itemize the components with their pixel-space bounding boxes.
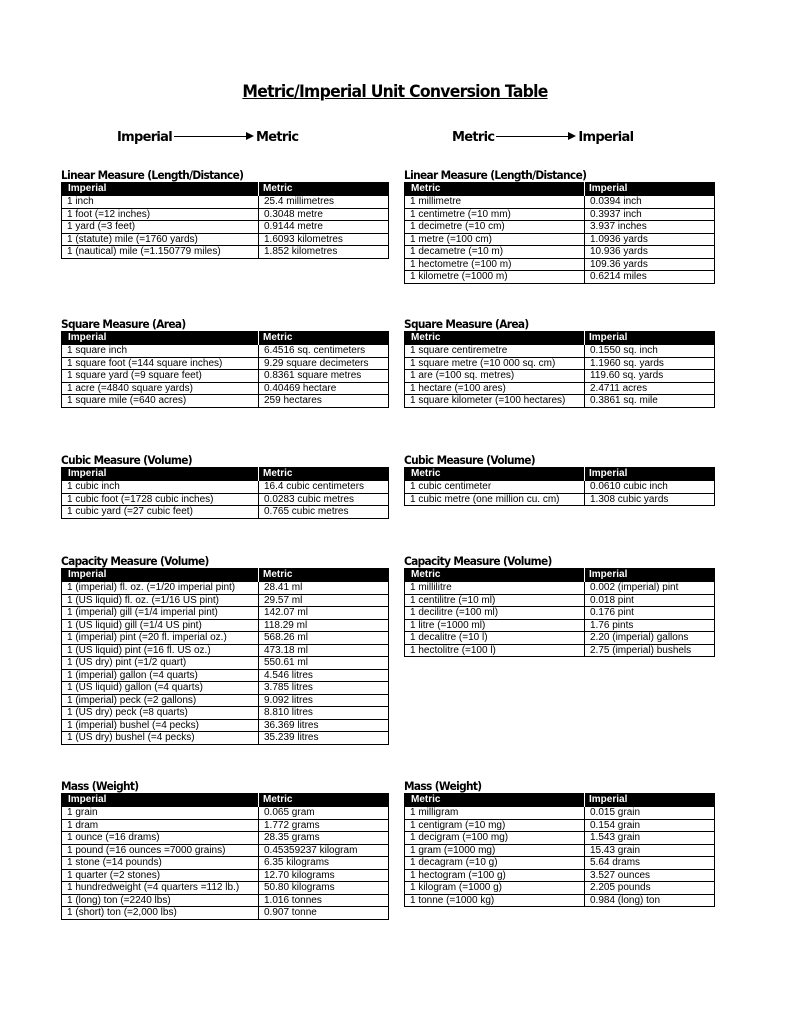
column-header-to: Metric bbox=[259, 468, 389, 481]
unit-cell: 1 are (=100 sq. metres) bbox=[405, 370, 585, 383]
equivalent-cell: 9.092 litres bbox=[259, 694, 389, 707]
table-row bbox=[62, 246, 389, 259]
unit-cell: 1 kilometre (=1000 m) bbox=[405, 271, 585, 284]
equivalent-cell: 2.205 pounds bbox=[585, 882, 715, 895]
column-header-to: Metric bbox=[259, 794, 389, 807]
table-row bbox=[405, 894, 715, 907]
unit-cell: 1 stone (=14 pounds) bbox=[62, 857, 259, 870]
unit-cell: 1 millimetre bbox=[405, 196, 585, 209]
equivalent-cell: 1.772 grams bbox=[259, 819, 389, 832]
equivalent-cell: 118.29 ml bbox=[259, 619, 389, 632]
equivalent-cell: 1.0936 yards bbox=[585, 233, 715, 246]
equivalent-cell: 550.61 ml bbox=[259, 657, 389, 670]
unit-cell: 1 foot (=12 inches) bbox=[62, 208, 259, 221]
table-row bbox=[405, 832, 715, 845]
unit-cell: 1 (imperial) pint (=20 fl. imperial oz.) bbox=[62, 632, 259, 645]
page-title: Metric/Imperial Unit Conversion Table bbox=[242, 82, 548, 102]
equivalent-cell: 1.76 pints bbox=[585, 619, 715, 632]
table-row bbox=[405, 632, 715, 645]
equivalent-cell: 0.9144 metre bbox=[259, 221, 389, 234]
direction-metric-to-imperial bbox=[452, 129, 633, 145]
table-header-row bbox=[62, 183, 389, 196]
unit-cell: 1 litre (=1000 ml) bbox=[405, 619, 585, 632]
equivalent-cell: 5.64 drams bbox=[585, 857, 715, 870]
unit-cell: 1 square centiremetre bbox=[405, 345, 585, 358]
unit-cell: 1 (US dry) pint (=1/2 quart) bbox=[62, 657, 259, 670]
direction-from-label: Imperial bbox=[117, 129, 173, 145]
equivalent-cell: 0.0394 inch bbox=[585, 196, 715, 209]
unit-cell: 1 pound (=16 ounces =7000 grains) bbox=[62, 844, 259, 857]
right-arrow-icon bbox=[496, 131, 576, 143]
unit-cell: 1 (imperial) peck (=2 gallons) bbox=[62, 694, 259, 707]
column-header-to: Metric bbox=[259, 332, 389, 345]
table-row bbox=[62, 357, 389, 370]
table-header-row bbox=[405, 468, 715, 481]
equivalent-cell: 2.4711 acres bbox=[585, 382, 715, 395]
section-heading: Cubic Measure (Volume) bbox=[404, 453, 535, 467]
unit-cell: 1 (imperial) bushel (=4 pecks) bbox=[62, 719, 259, 732]
column-header-to: Imperial bbox=[585, 332, 715, 345]
table-row bbox=[405, 882, 715, 895]
table-row bbox=[405, 493, 715, 506]
column-header-to: Imperial bbox=[585, 468, 715, 481]
table-row bbox=[62, 869, 389, 882]
direction-to-label: Metric bbox=[256, 129, 299, 145]
table-row bbox=[405, 844, 715, 857]
conversion-table bbox=[404, 793, 715, 907]
unit-cell: 1 cubic inch bbox=[62, 481, 259, 494]
table-row bbox=[405, 370, 715, 383]
unit-cell: 1 hundredweight (=4 quarters =112 lb.) bbox=[62, 882, 259, 895]
table-row bbox=[62, 506, 389, 519]
equivalent-cell: 0.3861 sq. mile bbox=[585, 395, 715, 408]
unit-cell: 1 (nautical) mile (=1.150779 miles) bbox=[62, 246, 259, 259]
equivalent-cell: 0.3937 inch bbox=[585, 208, 715, 221]
unit-cell: 1 gram (=1000 mg) bbox=[405, 844, 585, 857]
section-heading: Square Measure (Area) bbox=[61, 317, 186, 331]
direction-from-label: Metric bbox=[452, 129, 495, 145]
section-metric-mass bbox=[404, 779, 715, 907]
equivalent-cell: 0.6214 miles bbox=[585, 271, 715, 284]
equivalent-cell: 12.70 kilograms bbox=[259, 869, 389, 882]
unit-cell: 1 hectometre (=100 m) bbox=[405, 258, 585, 271]
unit-cell: 1 (imperial) gallon (=4 quarts) bbox=[62, 669, 259, 682]
direction-imperial-to-metric bbox=[117, 129, 298, 145]
equivalent-cell: 3.785 litres bbox=[259, 682, 389, 695]
section-imperial-linear bbox=[61, 168, 389, 259]
equivalent-cell: 119.60 sq. yards bbox=[585, 370, 715, 383]
equivalent-cell: 259 hectares bbox=[259, 395, 389, 408]
equivalent-cell: 568.26 ml bbox=[259, 632, 389, 645]
equivalent-cell: 6.4516 sq. centimeters bbox=[259, 345, 389, 358]
table-row bbox=[405, 481, 715, 494]
section-heading: Mass (Weight) bbox=[404, 779, 482, 793]
direction-to-label: Imperial bbox=[578, 129, 634, 145]
section-imperial-mass bbox=[61, 779, 389, 920]
unit-cell: 1 cubic yard (=27 cubic feet) bbox=[62, 506, 259, 519]
conversion-table bbox=[404, 182, 715, 284]
equivalent-cell: 142.07 ml bbox=[259, 607, 389, 620]
equivalent-cell: 0.0283 cubic metres bbox=[259, 493, 389, 506]
table-row bbox=[62, 345, 389, 358]
table-header-row bbox=[405, 332, 715, 345]
equivalent-cell: 50.80 kilograms bbox=[259, 882, 389, 895]
unit-cell: 1 decilitre (=100 ml) bbox=[405, 607, 585, 620]
unit-cell: 1 (US liquid) pint (=16 fl. US oz.) bbox=[62, 644, 259, 657]
table-row bbox=[405, 233, 715, 246]
unit-cell: 1 centigram (=10 mg) bbox=[405, 819, 585, 832]
unit-cell: 1 square yard (=9 square feet) bbox=[62, 370, 259, 383]
table-row bbox=[62, 196, 389, 209]
table-row bbox=[62, 619, 389, 632]
section-metric-cubic bbox=[404, 453, 715, 506]
column-header-from: Imperial bbox=[62, 794, 259, 807]
table-row bbox=[62, 221, 389, 234]
equivalent-cell: 1.6093 kilometres bbox=[259, 233, 389, 246]
table-header-row bbox=[405, 183, 715, 196]
equivalent-cell: 473.18 ml bbox=[259, 644, 389, 657]
unit-cell: 1 square inch bbox=[62, 345, 259, 358]
unit-cell: 1 hectare (=100 ares) bbox=[405, 382, 585, 395]
column-header-from: Imperial bbox=[62, 569, 259, 582]
conversion-table bbox=[61, 467, 389, 519]
section-metric-linear bbox=[404, 168, 715, 284]
table-row bbox=[62, 481, 389, 494]
equivalent-cell: 0.065 gram bbox=[259, 807, 389, 820]
equivalent-cell: 1.1960 sq. yards bbox=[585, 357, 715, 370]
table-row bbox=[62, 857, 389, 870]
table-row bbox=[405, 357, 715, 370]
table-row bbox=[62, 382, 389, 395]
unit-cell: 1 decagram (=10 g) bbox=[405, 857, 585, 870]
unit-cell: 1 (short) ton (=2,000 lbs) bbox=[62, 907, 259, 920]
column-header-to: Imperial bbox=[585, 794, 715, 807]
table-row bbox=[405, 644, 715, 657]
section-imperial-cubic bbox=[61, 453, 389, 519]
conversion-table bbox=[404, 467, 715, 506]
unit-cell: 1 yard (=3 feet) bbox=[62, 221, 259, 234]
equivalent-cell: 3.527 ounces bbox=[585, 869, 715, 882]
conversion-table bbox=[404, 331, 715, 408]
conversion-table bbox=[61, 793, 389, 920]
unit-cell: 1 decalitre (=10 l) bbox=[405, 632, 585, 645]
conversion-table bbox=[404, 568, 715, 657]
equivalent-cell: 0.1550 sq. inch bbox=[585, 345, 715, 358]
equivalent-cell: 10.936 yards bbox=[585, 246, 715, 259]
right-arrow-icon bbox=[174, 131, 254, 143]
table-row bbox=[62, 632, 389, 645]
table-row bbox=[405, 582, 715, 595]
unit-cell: 1 cubic metre (one million cu. cm) bbox=[405, 493, 585, 506]
equivalent-cell: 0.765 cubic metres bbox=[259, 506, 389, 519]
table-row bbox=[62, 882, 389, 895]
section-heading: Mass (Weight) bbox=[61, 779, 139, 793]
equivalent-cell: 0.45359237 kilogram bbox=[259, 844, 389, 857]
table-header-row bbox=[62, 468, 389, 481]
table-row bbox=[62, 819, 389, 832]
table-row bbox=[62, 719, 389, 732]
column-header-from: Metric bbox=[405, 332, 585, 345]
table-row bbox=[62, 844, 389, 857]
table-header-row bbox=[62, 332, 389, 345]
equivalent-cell: 9.29 square decimeters bbox=[259, 357, 389, 370]
unit-cell: 1 ounce (=16 drams) bbox=[62, 832, 259, 845]
column-header-to: Metric bbox=[259, 183, 389, 196]
section-heading: Linear Measure (Length/Distance) bbox=[404, 168, 587, 182]
table-row bbox=[405, 221, 715, 234]
equivalent-cell: 1.016 tonnes bbox=[259, 894, 389, 907]
table-row bbox=[405, 807, 715, 820]
equivalent-cell: 16.4 cubic centimeters bbox=[259, 481, 389, 494]
unit-cell: 1 cubic foot (=1728 cubic inches) bbox=[62, 493, 259, 506]
equivalent-cell: 28.41 ml bbox=[259, 582, 389, 595]
unit-cell: 1 (US dry) bushel (=4 pecks) bbox=[62, 732, 259, 745]
equivalent-cell: 25.4 millimetres bbox=[259, 196, 389, 209]
column-header-from: Imperial bbox=[62, 332, 259, 345]
conversion-table bbox=[61, 182, 389, 259]
column-header-from: Metric bbox=[405, 468, 585, 481]
unit-cell: 1 centilitre (=10 ml) bbox=[405, 594, 585, 607]
unit-cell: 1 decametre (=10 m) bbox=[405, 246, 585, 259]
table-header-row bbox=[405, 794, 715, 807]
table-row bbox=[405, 395, 715, 408]
unit-cell: 1 square metre (=10 000 sq. cm) bbox=[405, 357, 585, 370]
equivalent-cell: 6.35 kilograms bbox=[259, 857, 389, 870]
table-row bbox=[405, 382, 715, 395]
equivalent-cell: 2.75 (imperial) bushels bbox=[585, 644, 715, 657]
equivalent-cell: 0.40469 hectare bbox=[259, 382, 389, 395]
section-imperial-capacity bbox=[61, 554, 389, 745]
equivalent-cell: 0.015 grain bbox=[585, 807, 715, 820]
table-row bbox=[62, 807, 389, 820]
equivalent-cell: 0.018 pint bbox=[585, 594, 715, 607]
table-row bbox=[62, 233, 389, 246]
table-row bbox=[405, 208, 715, 221]
column-header-from: Metric bbox=[405, 794, 585, 807]
table-row bbox=[405, 594, 715, 607]
unit-cell: 1 metre (=100 cm) bbox=[405, 233, 585, 246]
table-row bbox=[405, 345, 715, 358]
conversion-table bbox=[61, 331, 389, 408]
conversion-table bbox=[61, 568, 389, 745]
table-row bbox=[62, 832, 389, 845]
unit-cell: 1 hectogram (=100 g) bbox=[405, 869, 585, 882]
section-heading: Capacity Measure (Volume) bbox=[404, 554, 552, 568]
column-header-from: Imperial bbox=[62, 468, 259, 481]
section-heading: Cubic Measure (Volume) bbox=[61, 453, 192, 467]
unit-cell: 1 (US liquid) gallon (=4 quarts) bbox=[62, 682, 259, 695]
unit-cell: 1 inch bbox=[62, 196, 259, 209]
column-header-from: Imperial bbox=[62, 183, 259, 196]
equivalent-cell: 1.852 kilometres bbox=[259, 246, 389, 259]
equivalent-cell: 0.176 pint bbox=[585, 607, 715, 620]
unit-cell: 1 centimetre (=10 mm) bbox=[405, 208, 585, 221]
section-heading: Capacity Measure (Volume) bbox=[61, 554, 209, 568]
equivalent-cell: 28.35 grams bbox=[259, 832, 389, 845]
section-metric-square bbox=[404, 317, 715, 408]
section-heading: Linear Measure (Length/Distance) bbox=[61, 168, 244, 182]
section-heading: Square Measure (Area) bbox=[404, 317, 529, 331]
unit-cell: 1 quarter (=2 stones) bbox=[62, 869, 259, 882]
column-header-from: Metric bbox=[405, 569, 585, 582]
table-row bbox=[62, 493, 389, 506]
equivalent-cell: 0.002 (imperial) pint bbox=[585, 582, 715, 595]
equivalent-cell: 1.308 cubic yards bbox=[585, 493, 715, 506]
unit-cell: 1 (US dry) peck (=8 quarts) bbox=[62, 707, 259, 720]
table-row bbox=[62, 582, 389, 595]
equivalent-cell: 109.36 yards bbox=[585, 258, 715, 271]
equivalent-cell: 35.239 litres bbox=[259, 732, 389, 745]
unit-cell: 1 millilitre bbox=[405, 582, 585, 595]
equivalent-cell: 2.20 (imperial) gallons bbox=[585, 632, 715, 645]
table-row bbox=[62, 707, 389, 720]
table-header-row bbox=[62, 569, 389, 582]
unit-cell: 1 decigram (=100 mg) bbox=[405, 832, 585, 845]
table-row bbox=[62, 594, 389, 607]
unit-cell: 1 (long) ton (=2240 lbs) bbox=[62, 894, 259, 907]
equivalent-cell: 0.8361 square metres bbox=[259, 370, 389, 383]
unit-cell: 1 tonne (=1000 kg) bbox=[405, 894, 585, 907]
unit-cell: 1 (imperial) gill (=1/4 imperial pint) bbox=[62, 607, 259, 620]
table-row bbox=[62, 657, 389, 670]
table-row bbox=[405, 819, 715, 832]
table-row bbox=[62, 732, 389, 745]
table-row bbox=[62, 669, 389, 682]
unit-cell: 1 grain bbox=[62, 807, 259, 820]
table-row bbox=[62, 682, 389, 695]
unit-cell: 1 milligram bbox=[405, 807, 585, 820]
unit-cell: 1 square kilometer (=100 hectares) bbox=[405, 395, 585, 408]
unit-cell: 1 acre (=4840 square yards) bbox=[62, 382, 259, 395]
table-row bbox=[62, 370, 389, 383]
unit-cell: 1 dram bbox=[62, 819, 259, 832]
equivalent-cell: 29.57 ml bbox=[259, 594, 389, 607]
equivalent-cell: 0.907 tonne bbox=[259, 907, 389, 920]
column-header-to: Imperial bbox=[585, 569, 715, 582]
unit-cell: 1 (US liquid) fl. oz. (=1/16 US pint) bbox=[62, 594, 259, 607]
equivalent-cell: 8.810 litres bbox=[259, 707, 389, 720]
table-header-row bbox=[62, 794, 389, 807]
unit-cell: 1 square foot (=144 square inches) bbox=[62, 357, 259, 370]
unit-cell: 1 (imperial) fl. oz. (=1/20 imperial pint) bbox=[62, 582, 259, 595]
table-row bbox=[405, 857, 715, 870]
unit-cell: 1 square mile (=640 acres) bbox=[62, 395, 259, 408]
unit-cell: 1 (US liquid) gill (=1/4 US pint) bbox=[62, 619, 259, 632]
table-row bbox=[405, 607, 715, 620]
column-header-from: Metric bbox=[405, 183, 585, 196]
unit-cell: 1 hectolitre (=100 l) bbox=[405, 644, 585, 657]
equivalent-cell: 4.546 litres bbox=[259, 669, 389, 682]
equivalent-cell: 36.369 litres bbox=[259, 719, 389, 732]
equivalent-cell: 3.937 inches bbox=[585, 221, 715, 234]
column-header-to: Imperial bbox=[585, 183, 715, 196]
section-metric-capacity bbox=[404, 554, 715, 657]
table-row bbox=[405, 869, 715, 882]
equivalent-cell: 15.43 grain bbox=[585, 844, 715, 857]
column-header-to: Metric bbox=[259, 569, 389, 582]
unit-cell: 1 (statute) mile (=1760 yards) bbox=[62, 233, 259, 246]
equivalent-cell: 1.543 grain bbox=[585, 832, 715, 845]
equivalent-cell: 0.0610 cubic inch bbox=[585, 481, 715, 494]
section-imperial-square bbox=[61, 317, 389, 408]
unit-cell: 1 decimetre (=10 cm) bbox=[405, 221, 585, 234]
table-row bbox=[62, 644, 389, 657]
unit-cell: 1 kilogram (=1000 g) bbox=[405, 882, 585, 895]
table-row bbox=[62, 894, 389, 907]
table-row bbox=[62, 607, 389, 620]
unit-cell: 1 cubic centimeter bbox=[405, 481, 585, 494]
table-row bbox=[62, 694, 389, 707]
table-header-row bbox=[405, 569, 715, 582]
equivalent-cell: 0.154 grain bbox=[585, 819, 715, 832]
equivalent-cell: 0.3048 metre bbox=[259, 208, 389, 221]
table-row bbox=[62, 907, 389, 920]
table-row bbox=[405, 258, 715, 271]
table-row bbox=[405, 271, 715, 284]
table-row bbox=[62, 208, 389, 221]
table-row bbox=[62, 395, 389, 408]
table-row bbox=[405, 619, 715, 632]
equivalent-cell: 0.984 (long) ton bbox=[585, 894, 715, 907]
table-row bbox=[405, 246, 715, 259]
table-row bbox=[405, 196, 715, 209]
